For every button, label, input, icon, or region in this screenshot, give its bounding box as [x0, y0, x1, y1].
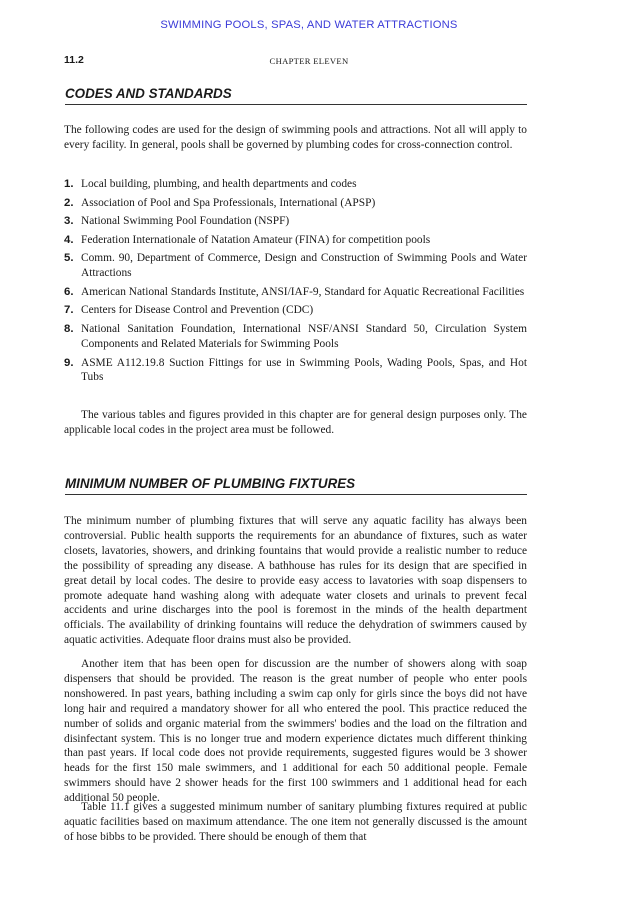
list-item-number: 4. [64, 233, 74, 246]
list-item-number: 5. [64, 252, 74, 265]
list-item [64, 251, 527, 281]
list-item [64, 214, 527, 229]
list-item-text: Local building, plumbing, and health departments and codes [81, 178, 357, 190]
page-number: 11.2 [64, 54, 84, 66]
section-heading-fixtures: MINIMUM NUMBER OF PLUMBING FIXTURES [65, 476, 527, 495]
list-item-text: Comm. 90, Department of Commerce, Design and Construction of Swimming Pools and Water Attractions [81, 252, 527, 280]
list-item-text: Centers for Disease Control and Prevention (CDC) [81, 304, 314, 317]
list-item-text: ASME A112.19.8 Suction Fittings for use in Swimming Pools, Wading Pools, Spas, and Hot Tubs [81, 356, 527, 384]
list-item [64, 233, 527, 248]
list-item-number: 7. [64, 304, 74, 317]
list-item [64, 303, 527, 318]
codes-closing-paragraph: The various tables and figures provided in this chapter are for general design purposes only. The applicable local codes in the project area must be followed. [64, 409, 527, 436]
list-item-number: 9. [64, 356, 74, 369]
list-item [64, 322, 527, 352]
list-item-number: 6. [64, 285, 74, 298]
chapter-label: CHAPTER ELEVEN [269, 56, 349, 66]
list-item [64, 285, 527, 300]
list-item-number: 2. [64, 196, 74, 209]
list-item-text: National Swimming Pool Foundation (NSPF) [81, 215, 290, 228]
codes-intro-paragraph: The following codes are used for the design of swimming pools and attractions. Not all will apply to every facility. In general, pools shall be governed by plumbing codes for cross-connection control. [64, 124, 527, 151]
list-item [64, 177, 527, 192]
list-item-text: American National Standards Institute, ANSI/IAF-9, Standard for Aquatic Recreational Facilities [81, 285, 525, 298]
fixtures-paragraph-2: Another item that has been open for discussion are the number of showers along with soap dispensers that should be provided. The reason is the great number of people who enter pools nonshowered. In past years, bathing including a swim cap only for girls since the boys did not have long hair and required a mandatory shower for all who entered the pool. This practice reduced the number of solids and organic material from the swimmers' bodies and the load on the filtration and disinfectant system. This is no longer true and modern experience dictates much different thinking than past years. If local code does not provide requirements, suggested figures would be 3 shower heads for the first 150 male swimmers, and 1 additional for each 50 additional people. Female swimmers should have 2 shower heads for the first 100 swimmers and 1 additional head for each additional 50 people. [64, 658, 527, 805]
list-item-text: National Sanitation Foundation, International NSF/ANSI Standard 50, Circulation System Components and Related Materials for Swimming Pools [81, 323, 527, 350]
running-header-title: SWIMMING POOLS, SPAS, AND WATER ATTRACTIONS [160, 19, 458, 31]
list-item-number: 1. [64, 178, 74, 190]
section-heading-codes: CODES AND STANDARDS [65, 86, 527, 105]
codes-list [64, 177, 527, 389]
list-item-number: 3. [64, 215, 74, 228]
fixtures-paragraph-3: Table 11.1 gives a suggested minimum number of sanitary plumbing fixtures required at public aquatic facilities based on maximum attendance. The one item not generally discussed is the amount of hose bibbs to be provided. There should be enough of them that [64, 801, 527, 843]
list-item-text: Association of Pool and Spa Professionals, International (APSP) [81, 196, 376, 209]
list-item-text: Federation Internationale of Natation Amateur (FINA) for competition pools [81, 233, 431, 246]
list-item [64, 356, 527, 386]
list-item [64, 196, 527, 211]
list-item-number: 8. [64, 323, 74, 336]
fixtures-paragraph-1: The minimum number of plumbing fixtures that will serve any aquatic facility has always been controversial. Public health supports the requirements for an abundance of fixtures, such as water closets, lavatories, showers, and drinking fountains that would provide a realistic number to reduce the possibility of spreading any disease. A bathhouse has rules for its design that are specified in great detail by local codes. The desire to provide easy access to lavatories with soap dispensers to promote adequate hand washing along with adequate water closets and urinals to prevent fecal accidents and urine discharges into the pool is foremost in the minds of the health department officials. The availability of drinking fountains will reduce the dehydration of swimmers caused by aquatic activities. Adequate floor drains must also be provided. [64, 515, 527, 647]
